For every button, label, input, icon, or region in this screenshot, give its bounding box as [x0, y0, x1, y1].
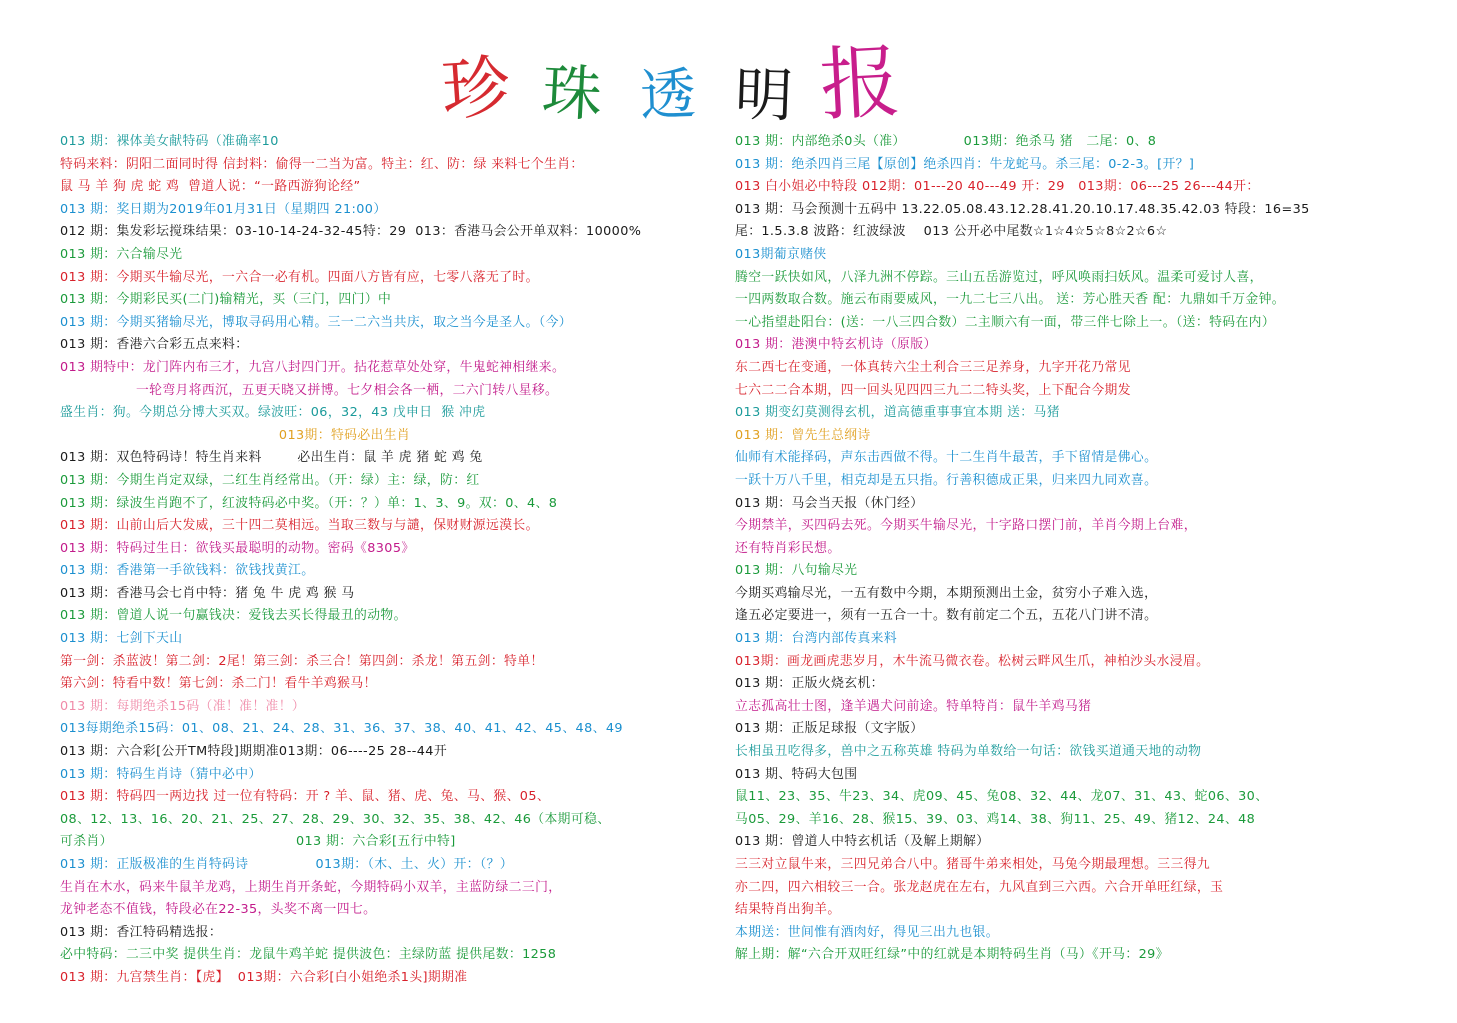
text-line: 还有特肖彩民想。	[735, 540, 841, 556]
text-line: 013 期：六合彩[公开TM特段]期期准013期：06----25 28--44开	[60, 744, 448, 760]
text-line: 013 期：香港马会七肖中特：猪 兔 牛 虎 鸡 猴 马	[60, 585, 355, 601]
title-char-1: 珍	[439, 47, 513, 132]
text-line: 013 期：每期绝杀15码（准！准！准！）	[60, 698, 306, 714]
newspaper-title	[428, 34, 908, 133]
text-line: 马05、29、羊16、28、猴15、39、03、鸡14、38、狗11、25、49、猪12、24、48	[735, 811, 1256, 827]
text-line: 亦二四，四六相较三一合。张龙赵虎在左右，九风直到三六西。六合开单旺红绿，玉	[735, 879, 1224, 895]
text-line: 仙师有术能择码，声东击西做不得。十二生肖牛最苦，手下留情是佛心。	[735, 450, 1158, 466]
text-line: 尾：1.5.3.8 波路：红波绿波 013 公开必中尾数☆1☆4☆5☆8☆2☆6☆	[735, 224, 1168, 240]
text-line: 013 期：曾道人说一句赢钱决：爱钱去买长得最丑的动物。	[60, 608, 407, 624]
text-line: 一四两数取合数。施云布雨要威风，一九二七三八出。 送：芳心胜天香 配：九鼎如千万金钟。	[735, 292, 1286, 308]
text-line: 013 期：九宫禁生肖：【虎】 013期：六合彩[白小姐绝杀1头]期期准	[60, 969, 468, 985]
text-line: 013 期：马会预测十五码中 13.22.05.08.43.12.28.41.20.10.17.48.35.42.03 特段：16=35	[735, 201, 1310, 217]
text-line: 生肖在木水，码来牛鼠羊龙鸡，上期生肖开条蛇，今期特码小双羊，主蓝防绿二三门，	[60, 879, 562, 895]
text-line: 013每期绝杀15码：01、08、21、24、28、31、36、37、38、40、41、42、45、48、49	[60, 721, 623, 737]
text-line: 特码来料：阴阳二面同时得 信封料：偷得一二当为富。特主：红、防：绿 来料七个生肖：	[60, 156, 584, 172]
text-line: 013 白小姐必中特段 012期：01---20 40---49 开：29 013期：06---25 26---44开：	[735, 179, 1260, 195]
text-line: 013 期：正版火烧玄机：	[735, 676, 884, 692]
text-line: 鼠 马 羊 狗 虎 蛇 鸡 曾道人说：“一路西游狗论经”	[60, 179, 361, 195]
text-line: 长相虽丑吃得多，兽中之五称英雄 特码为单数给一句话：欲钱买道通天地的动物	[735, 744, 1202, 760]
text-line: 08、12、13、16、20、21、25、27、28、29、30、32、35、38、42、46（本期可稳、	[60, 811, 611, 827]
left-column	[60, 131, 720, 990]
text-line: 013 期：裸体美女献特码（准确率10	[60, 134, 279, 149]
text-line: 013 期：今期买猪输尽光，博取寻码用心精。三一二六当共庆，取之当今是圣人。（今）	[60, 314, 572, 330]
text-line: 013 期：香港六合彩五点来料：	[60, 337, 249, 353]
text-line: 013 期：港澳中特玄机诗（原版）	[735, 337, 937, 353]
text-line: 013 期：八句输尽光	[735, 563, 858, 579]
text-line: 三三对立鼠牛来，三四兄弟合八中。猪哥牛弟来相处，马兔今期最理想。三三得九	[735, 857, 1211, 872]
text-line: 013 期：内部绝杀0头（准） 013期：绝杀马 猪 二尾：0、8	[735, 134, 1157, 149]
text-line: 解上期：解“六合开双旺红绿”中的红就是本期特码生肖（马）《开马：29》	[735, 947, 1169, 963]
text-line: 013 期变幻莫测得玄机，道高德重事事宜本期 送：马猪	[735, 405, 1060, 421]
text-line: 一跃十万八千里，相克却是五只指。行善积德成正果，归来四九同欢喜。	[735, 472, 1158, 488]
text-line: 一轮弯月将西沉，五更天晓又拼博。七夕相会各一栖，二六门转八星移。	[60, 382, 559, 398]
text-line: 013期：特码必出生肖	[60, 427, 411, 443]
text-line: 013 期：正版极准的生肖特码诗 013期：（木、土、火）开：（？）	[60, 857, 514, 872]
text-line: 东二西七在变通，一体真转六尘土利合三三足养身，九字开花乃常见	[735, 359, 1131, 375]
text-line: 012 期：集发彩坛搅珠结果：03-10-14-24-32-45特：29 013：香港马会公开单双料：10000%	[60, 224, 642, 240]
text-line: 立志孤高壮士图，逢羊遇犬问前途。特单特肖：鼠牛羊鸡马猪	[735, 698, 1092, 714]
text-line: 逢五必定要进一，须有一五合一十。数有前定二个五，五花八门讲不清。	[735, 608, 1158, 624]
text-line: 013 期：今期买牛输尽光，一六合一必有机。四面八方皆有应，七零八落无了时。	[60, 269, 539, 285]
text-line: 013 期：香港第一手欲钱料：欲钱找黄江。	[60, 563, 315, 579]
text-line: 013 期、特码大包围	[735, 766, 858, 782]
title-char-3: 透	[638, 62, 698, 129]
text-line: 013 期：今期生肖定双绿，二红生肖经常出。（开：绿）主：绿，防：红	[60, 472, 480, 488]
text-line: 013 期：山前山后大发威，三十四二莫相远。当取三数与与譴，保财财源远漠长。	[60, 518, 539, 534]
right-column	[735, 131, 1435, 967]
text-line: 013 期：曾道人中特玄机话（及解上期解）	[735, 834, 990, 850]
title-char-2: 珠	[540, 57, 604, 131]
text-line: 013 期：六合输尽光	[60, 246, 183, 262]
text-line: 一心指望赴阳台：(送：一八三四合数）二主顺六有一面，带三伴七除上一。（送：特码在内）	[735, 314, 1276, 330]
text-line: 结果特肖出狗羊。	[735, 902, 841, 918]
text-line: 龙钟老态不值钱，特段必在22-35，头奖不离一四七。	[60, 902, 377, 918]
text-line: 013 期：七剑下天山	[60, 631, 183, 647]
text-line: 第一剑：杀蓝波！第二剑：2尾！第三剑：杀三合！第四剑：杀龙！第五剑：特单！	[60, 653, 544, 669]
title-char-5: 报	[817, 34, 903, 133]
text-line: 013 期：香江特码精选报：	[60, 924, 223, 940]
text-line: 013 期：台湾内部传真来料	[735, 631, 898, 647]
text-line: 013 期：正版足球报（文字版）	[735, 721, 924, 737]
text-line: 013 期：特码生肖诗（猜中必中）	[60, 766, 262, 782]
text-line: 013 期：今期彩民买(二门)输精光，买（三门，四门）中	[60, 292, 392, 308]
text-line: 013 期：马会当天报（休门经）	[735, 495, 924, 511]
text-line: 鼠11、23、35、牛23、34、虎09、45、兔08、32、44、龙07、31、43、蛇06、30、	[735, 789, 1269, 805]
text-line: 013期：画龙画虎悲岁月，木牛流马微衣卷。松树云畔风生爪，神柏沙头水浸眉。	[735, 653, 1210, 669]
text-line: 腾空一跃快如风，八泽九洲不停踪。三山五岳游览过，呼风唤雨扫妖风。温柔可爱讨人喜，	[735, 269, 1263, 285]
text-line: 可杀肖） 013 期：六合彩[五行中特]	[60, 834, 456, 850]
text-line: 013 期：绿波生肖跑不了，红波特码必中奖。（开：？）单：1、3、9。双：0、4、8	[60, 495, 558, 511]
text-line: 盛生肖：狗。今期总分博大买双。绿波旺：06，32，43 戊申日 猴 冲虎	[60, 405, 486, 421]
text-line: 今期禁羊，买四码去死。今期买牛输尽光，十字路口摆门前，羊肖今期上台难，	[735, 518, 1197, 534]
title-char-4: 明	[733, 60, 795, 130]
text-line: 第六剑：特看中数！第七剑：杀二门！看牛羊鸡猴马！	[60, 676, 377, 692]
text-line: 013 期特中：龙门阵内布三才，九宫八封四门开。拈花惹草处处穿，牛鬼蛇神相继来。	[60, 359, 566, 375]
text-line: 013期葡京赌侠	[735, 246, 827, 262]
text-line: 今期买鸡输尽光，一五有数中今期，本期预测出土金，贫穷小子难入选，	[735, 585, 1158, 601]
text-line: 013 期：绝杀四肖三尾【原创】绝杀四肖：牛龙蛇马。杀三尾：0-2-3。[开？]	[735, 156, 1195, 172]
text-line: 013 期：双色特码诗！特生肖来料 必出生肖：鼠 羊 虎 猪 蛇 鸡 兔	[60, 450, 483, 466]
text-line: 013 期：奖日期为2019年01月31日（星期四 21:00）	[60, 201, 387, 217]
text-line: 必中特码：二三中奖 提供生肖：龙鼠牛鸡羊蛇 提供波色：主绿防蓝 提供尾数：1258	[60, 947, 557, 963]
text-line: 七六二二合本期，四一回头见四四三九二二特头奖，上下配合今期发	[735, 382, 1131, 398]
text-line: 013 期：特码四一两边找 过一位有特码：开 ? 羊、鼠、猪、虎、兔、马、猴、05、	[60, 789, 551, 805]
text-line: 013 期：曾先生总纲诗	[735, 427, 871, 443]
text-line: 013 期：特码过生日：欲钱买最聪明的动物。密码《8305》	[60, 540, 415, 556]
text-line: 本期送：世间惟有酒肉好，得见三出九也银。	[735, 924, 999, 940]
